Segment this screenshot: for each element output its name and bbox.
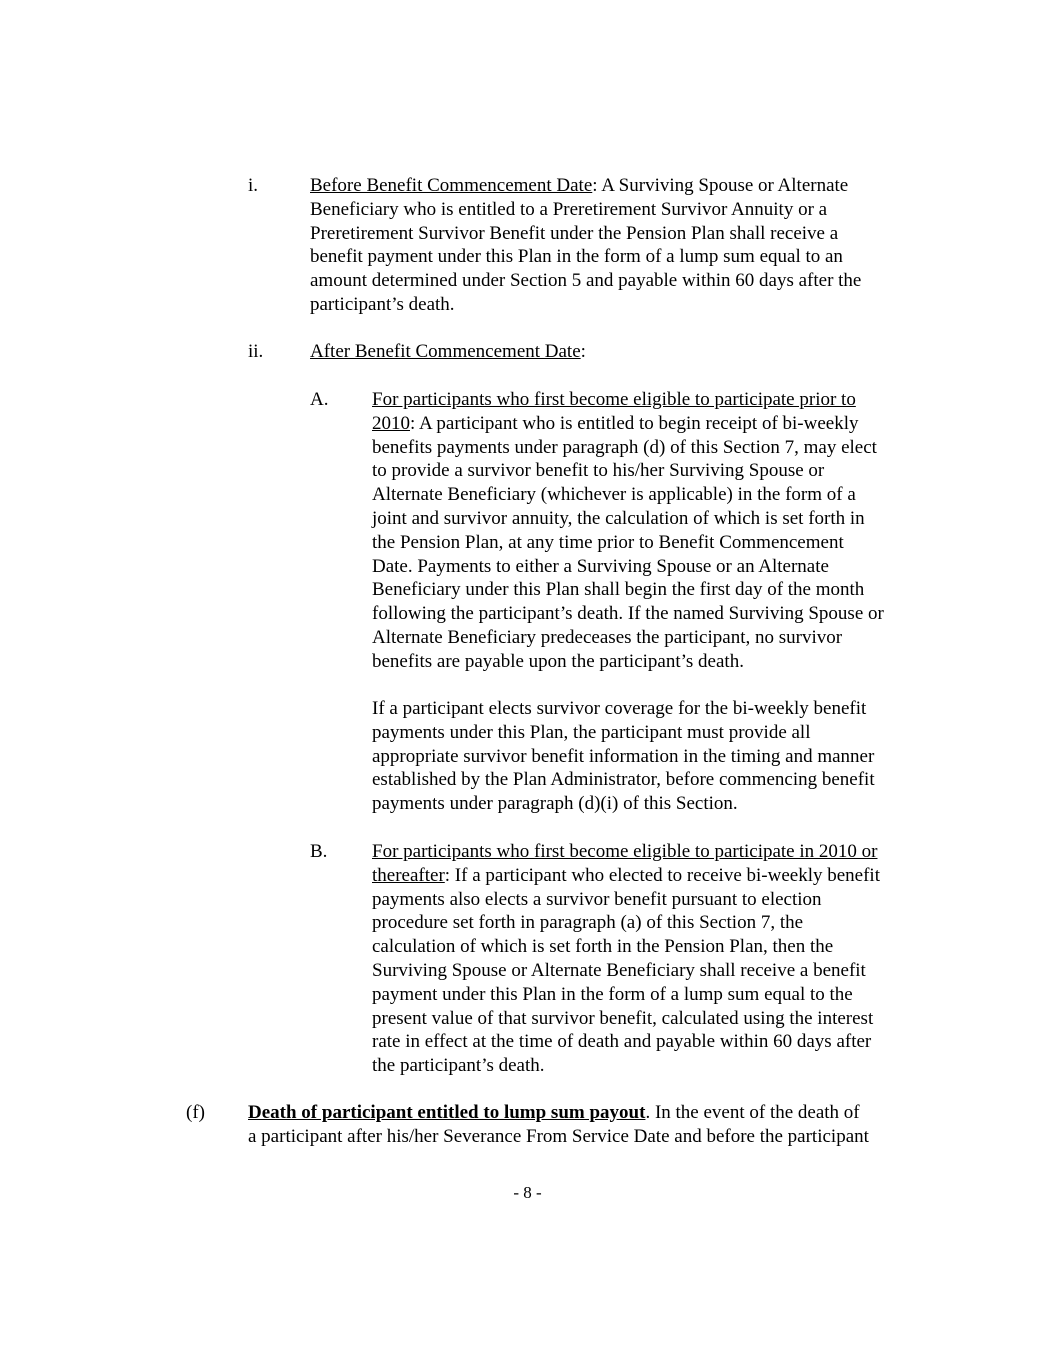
item-ii-tail: : (580, 341, 586, 362)
item-a-line: joint and survivor annuity, the calculation of which is set forth in (372, 507, 865, 529)
item-b-line: calculation of which is set forth in the Pension Plan, then the (372, 936, 834, 958)
item-b-marker: B. (310, 841, 328, 862)
item-b-line: payments also elects a survivor benefit pursuant to election (372, 888, 822, 910)
item-a-body (372, 388, 884, 674)
item-b-line: Surviving Spouse or Alternate Beneficiary shall receive a benefit (372, 959, 866, 981)
item-b-line: present value of that survivor benefit, calculated using the interest (372, 1007, 874, 1029)
item-b-heading: thereafter (372, 864, 445, 886)
item-b-line: the participant’s death. (372, 1055, 545, 1077)
item-a-line: : A participant who is entitled to begin receipt of bi-weekly (410, 412, 859, 434)
item-a-para2-line: payments under this Plan, the participant must provide all (372, 721, 811, 743)
item-f-line: . In the event of the death of (645, 1102, 860, 1123)
item-a-heading: For participants who first become eligible to participate prior to (372, 389, 856, 410)
item-a-para2-line: appropriate survivor benefit information in the timing and manner (372, 745, 875, 767)
item-i-marker: i. (248, 175, 259, 196)
item-i-line: Beneficiary who is entitled to a Preretirement Survivor Annuity or a (310, 198, 828, 220)
item-b-line: rate in effect at the time of death and payable within 60 days after (372, 1031, 872, 1053)
item-i-line: : A Surviving Spouse or Alternate (592, 175, 849, 196)
item-b-line: payment under this Plan in the form of a lump sum equal to the (372, 983, 853, 1005)
item-a-line: the Pension Plan, at any time prior to Benefit Commencement (372, 531, 844, 553)
item-a-line: to provide a survivor benefit to his/her Surviving Spouse or (372, 460, 825, 482)
item-a-para2-line: If a participant elects survivor coverage for the bi-weekly benefit (372, 698, 867, 719)
item-i-heading: Before Benefit Commencement Date (310, 175, 593, 196)
item-a-line: Alternate Beneficiary (whichever is applicable) in the form of a (372, 484, 856, 506)
item-a-heading: 2010 (372, 412, 410, 434)
page-number: - 8 - (513, 1183, 542, 1202)
item-a-para2-line: payments under paragraph (d)(i) of this Section. (372, 793, 738, 815)
item-f-heading: Death of participant entitled to lump sum payout (248, 1102, 646, 1123)
item-b-line: : If a participant who elected to receive bi-weekly benefit (444, 864, 880, 886)
item-a-marker: A. (310, 389, 329, 410)
item-a-line: benefits payments under paragraph (d) of this Section 7, may elect (372, 436, 877, 458)
item-f-body (248, 1101, 869, 1149)
item-a-paragraph-2 (372, 697, 875, 816)
item-a-line: Beneficiary under this Plan shall begin the first day of the month (372, 579, 865, 601)
item-f-marker: (f) (186, 1102, 205, 1123)
item-a-line: benefits are payable upon the participant’s death. (372, 650, 744, 672)
item-i-line: Preretirement Survivor Benefit under the Pension Plan shall receive a (310, 222, 839, 244)
item-b-body (372, 840, 880, 1078)
item-b-line: procedure set forth in paragraph (a) of this Section 7, the (372, 912, 804, 934)
item-a-line: Alternate Beneficiary predeceases the participant, no survivor (372, 626, 843, 648)
item-f-line: a participant after his/her Severance From Service Date and before the participant (248, 1125, 869, 1147)
item-a-line: Date. Payments to either a Surviving Spouse or an Alternate (372, 555, 829, 577)
item-i-body (310, 174, 861, 317)
item-ii-marker: ii. (248, 341, 264, 362)
item-i-line: amount determined under Section 5 and payable within 60 days after the (310, 270, 862, 292)
item-a-line: following the participant’s death. If the named Surviving Spouse or (372, 603, 884, 625)
item-a-para2-line: established by the Plan Administrator, before commencing benefit (372, 769, 875, 791)
item-b-heading: For participants who first become eligible to participate in 2010 or (372, 841, 878, 862)
item-ii-heading: After Benefit Commencement Date (310, 341, 581, 362)
item-ii-body (310, 340, 586, 364)
item-i-line: participant’s death. (310, 293, 455, 315)
item-i-line: benefit payment under this Plan in the form of a lump sum equal to an (310, 246, 843, 268)
